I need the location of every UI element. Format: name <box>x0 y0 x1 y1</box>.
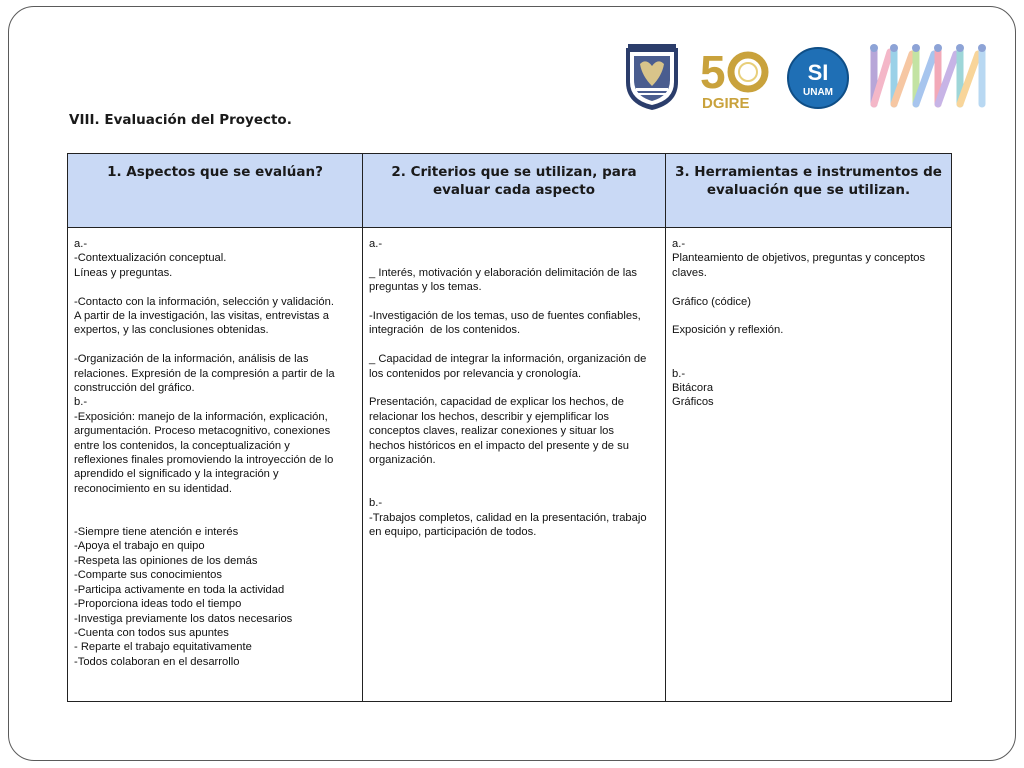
cell-line: Presentación, capacidad de explicar los hechos, de <box>369 396 624 409</box>
cell-line: Gráfico (códice) <box>672 295 751 308</box>
cell-line: -Todos colaboran en el desarrollo <box>74 655 240 668</box>
cell-line <box>369 295 659 309</box>
section-title: VIII. Evaluación del Proyecto. <box>69 112 292 128</box>
cell-line: -Organización de la información, análisis de las <box>74 353 309 366</box>
cell-line <box>672 309 945 323</box>
cell-line: los contenidos por relevancia y cronología. <box>369 367 582 380</box>
cell-line: relaciones. Expresión de la compresión a partir de la <box>74 367 335 380</box>
cell-line: integración de los contenidos. <box>369 324 521 337</box>
cell-line: construcción del gráfico. <box>74 382 195 395</box>
table-row <box>68 228 952 702</box>
cell-line: relacionar los hechos, describir y ejemplificar los <box>369 410 610 423</box>
cell-line: Líneas y preguntas. <box>74 266 173 279</box>
cell-line: a.- <box>369 238 383 250</box>
cell-line: b.- <box>74 396 88 409</box>
cell-line: argumentación. Proceso metacognitivo, conexiones <box>74 425 331 438</box>
cell-herramientas <box>666 228 952 702</box>
unam-crest-logo <box>622 42 682 112</box>
table-header-row <box>68 154 952 228</box>
cell-criterios <box>363 228 666 702</box>
cell-line <box>672 352 945 366</box>
cell-line: -Comparte sus conocimientos <box>74 569 222 582</box>
stripes-logo <box>866 44 990 110</box>
cell-line <box>74 496 356 510</box>
cell-line: -Contacto con la información, selección y validación. <box>74 295 334 308</box>
cell-line: - Reparte el trabajo equitativamente <box>74 641 252 654</box>
unam-text: UNAM <box>803 87 833 98</box>
cell-line: aprendido el significado y la integración y <box>74 468 279 481</box>
cell-line: _ Interés, motivación y elaboración delimitación de las <box>369 266 638 279</box>
cell-line <box>74 280 356 294</box>
cell-line: conceptos claves, realizar conexiones y situar los <box>369 425 614 438</box>
cell-line <box>74 338 356 352</box>
cell-line: -Apoya el trabajo en quipo <box>74 540 205 553</box>
cell-line: reconocimiento en su identidad. <box>74 482 232 495</box>
cell-line: en equipo, participación de todos. <box>369 526 537 539</box>
cell-line: -Exposición: manejo de la información, explicación, <box>74 410 328 423</box>
si-text: SI <box>807 60 829 85</box>
cell-line: preguntas y los temas. <box>369 281 482 294</box>
cell-line: b.- <box>672 367 686 380</box>
cell-line: -Siempre tiene atención e interés <box>74 526 239 539</box>
cell-line: organización. <box>369 454 436 467</box>
cell-line: a.- <box>672 238 686 250</box>
cell-line <box>74 511 356 525</box>
cell-line: reflexiones finales promoviendo la introyección de lo <box>74 454 334 467</box>
cell-line <box>369 467 659 481</box>
cell-line: -Cuenta con todos sus apuntes <box>74 626 229 639</box>
cell-line <box>369 338 659 352</box>
header-herramientas: 3. Herramientas e instrumentos de evaluación que se utilizan. <box>666 154 952 228</box>
cell-line: Gráficos <box>672 396 714 409</box>
cell-line: Planteamiento de objetivos, preguntas y conceptos <box>672 252 926 265</box>
cell-line: a.- <box>74 238 88 250</box>
cell-line: expertos, y las conclusiones obtenidas. <box>74 324 269 337</box>
cell-aspectos <box>68 228 363 702</box>
header-aspectos: 1. Aspectos que se evalúan? <box>68 154 363 228</box>
cell-line: A partir de la investigación, las visitas, entrevistas a <box>74 310 329 323</box>
dgire-text: DGIRE <box>702 95 750 112</box>
cell-line: -Respeta las opiniones de los demás <box>74 554 258 567</box>
cell-line: -Investigación de los temas, uso de fuentes confiables, <box>369 310 641 322</box>
cell-line <box>369 482 659 496</box>
cell-line: -Proporciona ideas todo el tiempo <box>74 598 242 611</box>
cell-line <box>369 381 659 395</box>
cell-line: b.- <box>369 497 383 510</box>
cell-line <box>672 280 945 294</box>
cell-line: -Investiga previamente los datos necesarios <box>74 612 293 625</box>
cell-line: _ Capacidad de integrar la información, organización de <box>369 353 647 366</box>
cell-line: hechos históricos en el impacto del presente y de su <box>369 439 629 452</box>
cell-line: claves. <box>672 266 707 279</box>
cell-line <box>369 251 659 265</box>
dgire-number: 5 <box>700 46 726 98</box>
dgire-50-logo <box>696 42 770 112</box>
cell-line <box>672 338 945 352</box>
cell-line: -Trabajos completos, calidad en la presentación, trabajo <box>369 511 647 524</box>
cell-line: -Contextualización conceptual. <box>74 252 227 265</box>
header-criterios: 2. Criterios que se utilizan, para evaluar cada aspecto <box>363 154 666 228</box>
cell-line: Exposición y reflexión. <box>672 324 784 337</box>
cell-line: -Participa activamente en toda la actividad <box>74 583 285 596</box>
evaluation-table <box>67 153 952 702</box>
si-unam-logo <box>784 46 852 110</box>
cell-line: Bitácora <box>672 382 714 394</box>
cell-line: entre los contenidos, la conceptualización y <box>74 439 290 452</box>
